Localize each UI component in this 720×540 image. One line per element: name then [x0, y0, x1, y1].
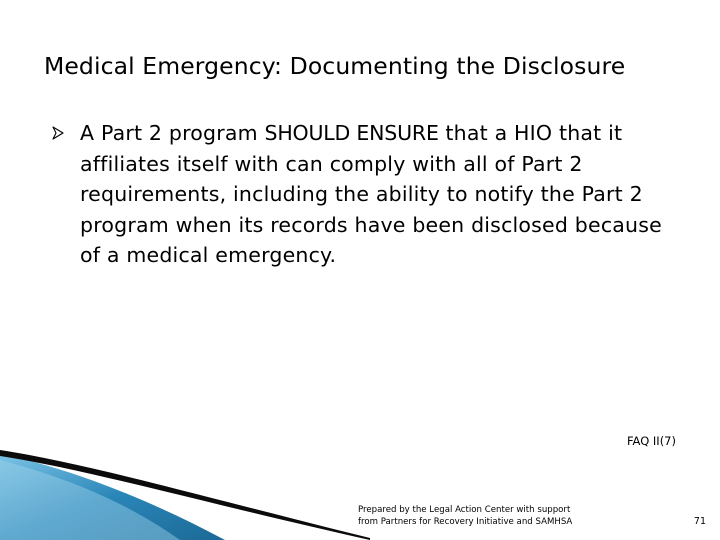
slide-title: Medical Emergency: Documenting the Disclosure: [44, 52, 626, 80]
bullet-text: [80, 118, 680, 271]
bullet-text-end: that a HIO that it affiliates itself with can comply with all of Part 2 requirements, including the ability to notify the Part 2 program when its records have been disclosed because of a medical emergency.: [80, 121, 662, 267]
bullet-text-start: A Part 2 program: [80, 121, 265, 145]
footer-line-1: Prepared by the Legal Action Center with support: [358, 505, 571, 515]
page-number: 71: [693, 516, 706, 527]
footer-credit: [358, 504, 572, 528]
bullet-emphasis: SHOULD ENSURE: [264, 121, 439, 145]
footer-line-2: from Partners for Recovery Initiative and SAMHSA: [358, 517, 573, 527]
arrowhead-bullet-icon: [52, 126, 64, 140]
decorative-swoosh: [0, 450, 370, 540]
faq-reference: FAQ II(7): [626, 434, 676, 448]
